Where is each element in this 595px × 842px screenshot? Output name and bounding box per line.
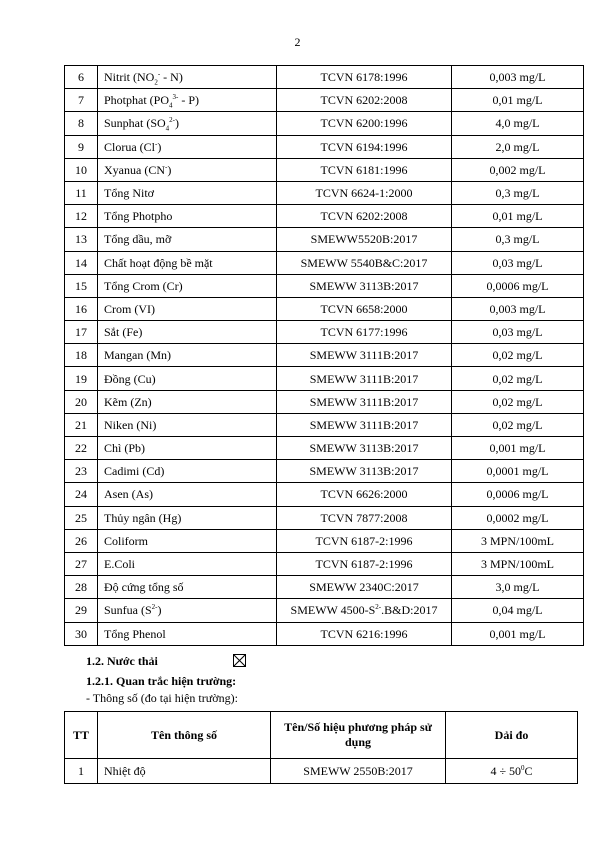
table-row	[65, 89, 584, 112]
parameter-name-text: Sắt (Fe)	[104, 325, 143, 340]
measurement-range: 0,03 mg/L	[452, 321, 584, 344]
table-row	[65, 552, 584, 575]
row-number: 24	[65, 483, 98, 506]
parameter-name	[98, 181, 277, 204]
parameter-name-text: Crom (VI)	[104, 301, 155, 316]
measurement-range: 0,003 mg/L	[452, 297, 584, 320]
method-code-text: SMEWW 4500-S	[290, 603, 376, 618]
range-unit: C	[524, 764, 533, 778]
parameter-table-body	[65, 66, 584, 646]
parameter-name-text: Sunphat (SO	[104, 116, 166, 131]
parameter-name-text: Tổng Crom (Cr)	[104, 278, 183, 293]
row-number: 22	[65, 437, 98, 460]
method-code: TCVN 6178:1996	[277, 66, 452, 89]
parameter-name	[98, 552, 277, 575]
table-row	[65, 529, 584, 552]
parameter-name	[98, 89, 277, 112]
row-number: 6	[65, 66, 98, 89]
parameter-name	[98, 599, 277, 622]
table-row	[65, 321, 584, 344]
parameter-name-text: Đồng (Cu)	[104, 371, 156, 386]
parameter-name	[98, 390, 277, 413]
row-number: 9	[65, 135, 98, 158]
method-code: SMEWW 3111B:2017	[277, 413, 452, 436]
parameter-name	[98, 274, 277, 297]
measurement-range: 3 MPN/100mL	[452, 552, 584, 575]
row-number: 23	[65, 460, 98, 483]
parameter-name	[98, 576, 277, 599]
table-row	[65, 506, 584, 529]
table-row	[65, 576, 584, 599]
measurement-range: 3 MPN/100mL	[452, 529, 584, 552]
row-number: 12	[65, 205, 98, 228]
parameter-name-superscript: -	[164, 162, 168, 171]
table-row	[65, 274, 584, 297]
measurement-range: 0,0006 mg/L	[452, 483, 584, 506]
method-code: TCVN 6187-2:1996	[277, 552, 452, 575]
parameter-name-tail: - P)	[178, 93, 200, 108]
method-code: SMEWW 3111B:2017	[277, 367, 452, 390]
method-code: SMEWW5520B:2017	[277, 228, 452, 251]
parameter-table	[64, 65, 584, 646]
parameter-name-text: Thủy ngân (Hg)	[104, 510, 182, 525]
measurement-range: 0,02 mg/L	[452, 413, 584, 436]
parameter-name	[98, 297, 277, 320]
row-number: 19	[65, 367, 98, 390]
table-row	[65, 460, 584, 483]
table-row	[65, 228, 584, 251]
table-row	[65, 297, 584, 320]
field-parameter-table-body	[65, 759, 578, 784]
parameter-name	[98, 460, 277, 483]
method-code: TCVN 6187-2:1996	[277, 529, 452, 552]
measurement-range: 0,01 mg/L	[452, 89, 584, 112]
parameter-name-superscript: 3-	[172, 93, 179, 102]
parameter-name-superscript: 2-	[169, 116, 176, 125]
method-code: TCVN 6181:1996	[277, 158, 452, 181]
row-number: 25	[65, 506, 98, 529]
measurement-range: 0,003 mg/L	[452, 66, 584, 89]
method-code: TCVN 6202:2008	[277, 205, 452, 228]
row-number: 26	[65, 529, 98, 552]
table-row	[65, 205, 584, 228]
parameter-name-subscript: 4	[169, 101, 173, 110]
method-code-superscript: 2-	[375, 603, 382, 612]
parameter-name-tail: )	[175, 116, 180, 131]
header-parameter-name: Tên thông số	[98, 712, 271, 759]
method-code: TCVN 6626:2000	[277, 483, 452, 506]
parameter-name-text: Coliform	[104, 533, 148, 548]
measurement-range: 3,0 mg/L	[452, 576, 584, 599]
parameter-name-tail: )	[157, 603, 162, 618]
parameter-name	[98, 344, 277, 367]
method-code: TCVN 6624-1:2000	[277, 181, 452, 204]
parameter-name	[98, 506, 277, 529]
measurement-range: 0,03 mg/L	[452, 251, 584, 274]
measurement-range: 0,001 mg/L	[452, 437, 584, 460]
parameter-name	[98, 622, 277, 645]
method-code: TCVN 6202:2008	[277, 89, 452, 112]
parameter-name	[98, 321, 277, 344]
measurement-range: 0,01 mg/L	[452, 205, 584, 228]
table-header-row	[65, 712, 578, 759]
parameter-name	[98, 228, 277, 251]
measurement-range: 0,02 mg/L	[452, 390, 584, 413]
parameter-name-text: Chất hoạt động bề mặt	[104, 255, 213, 270]
row-number: 1	[65, 759, 98, 784]
parameter-name-text: Sunfua (S	[104, 603, 152, 618]
row-number: 10	[65, 158, 98, 181]
parameter-name	[98, 66, 277, 89]
measurement-range: 4,0 mg/L	[452, 112, 584, 135]
method-code: TCVN 6216:1996	[277, 622, 452, 645]
table-row	[65, 181, 584, 204]
row-number: 15	[65, 274, 98, 297]
header-range: Dải đo	[446, 712, 578, 759]
parameter-name	[98, 413, 277, 436]
parameter-name-text: E.Coli	[104, 557, 136, 572]
range-superscript: 0	[521, 764, 525, 772]
measurement-range: 0,002 mg/L	[452, 158, 584, 181]
table-row	[65, 622, 584, 645]
parameter-name-text: Xyanua (CN	[104, 162, 165, 177]
field-parameter-table	[64, 711, 578, 784]
method-code: TCVN 6200:1996	[277, 112, 452, 135]
table-row	[65, 390, 584, 413]
measurement-range: 0,0002 mg/L	[452, 506, 584, 529]
parameter-name-superscript: -	[157, 70, 161, 79]
parameter-name-text: Độ cứng tổng số	[104, 580, 184, 595]
row-number: 17	[65, 321, 98, 344]
parameter-name	[98, 158, 277, 181]
parameter-name-text: Mangan (Mn)	[104, 348, 171, 363]
parameter-name-text: Nitrit (NO	[104, 70, 155, 85]
parameter-name-tail: - N)	[160, 70, 183, 85]
row-number: 13	[65, 228, 98, 251]
parameter-name-text: Tổng Photpho	[104, 209, 173, 224]
parameter-name	[98, 135, 277, 158]
parameter-name	[98, 367, 277, 390]
row-number: 20	[65, 390, 98, 413]
parameter-name-subscript: 2	[154, 78, 158, 87]
measurement-range: 0,02 mg/L	[452, 367, 584, 390]
section-heading-wastewater: 1.2. Nước thải	[86, 654, 158, 668]
table-row	[65, 135, 584, 158]
parameter-name-text: Asen (As)	[104, 487, 153, 502]
parameter-name-tail: )	[167, 162, 172, 177]
row-number: 18	[65, 344, 98, 367]
section-heading-field-monitoring: 1.2.1. Quan trắc hiện trường:	[86, 674, 237, 688]
page-number: 2	[294, 35, 301, 49]
parameter-name: Nhiệt độ	[98, 759, 271, 784]
measurement-range: 0,3 mg/L	[452, 228, 584, 251]
measurement-range: 0,3 mg/L	[452, 181, 584, 204]
table-row	[65, 251, 584, 274]
header-method: Tên/Số hiệu phương pháp sử dụng	[271, 712, 446, 759]
parameter-name-text: Tổng dầu, mỡ	[104, 232, 172, 247]
method-code: SMEWW 2550B:2017	[271, 759, 446, 784]
method-code: SMEWW 3111B:2017	[277, 390, 452, 413]
measurement-range: 0,04 mg/L	[452, 599, 584, 622]
method-code: SMEWW 3113B:2017	[277, 274, 452, 297]
table-row	[65, 437, 584, 460]
table-row	[65, 158, 584, 181]
table-row	[65, 367, 584, 390]
method-code: TCVN 7877:2008	[277, 506, 452, 529]
table-row	[65, 112, 584, 135]
method-code	[277, 599, 452, 622]
method-code: SMEWW 3111B:2017	[277, 344, 452, 367]
parameter-name	[98, 112, 277, 135]
parameter-name-superscript: 2-	[151, 603, 158, 612]
table-row	[65, 66, 584, 89]
row-number: 8	[65, 112, 98, 135]
row-number: 14	[65, 251, 98, 274]
parameter-name-text: Niken (Ni)	[104, 417, 157, 432]
parameter-name-superscript: -	[155, 139, 158, 148]
parameter-name	[98, 251, 277, 274]
row-number: 29	[65, 599, 98, 622]
range-text: 4 ÷ 50	[490, 764, 522, 778]
parameter-name-text: Photphat (PO	[104, 93, 170, 108]
parameter-name	[98, 205, 277, 228]
method-code-tail: .B&D:2017	[381, 603, 438, 618]
measurement-range: 0,02 mg/L	[452, 344, 584, 367]
parameter-name	[98, 437, 277, 460]
method-code: SMEWW 3113B:2017	[277, 437, 452, 460]
table-row	[65, 483, 584, 506]
measurement-range: 0,0006 mg/L	[452, 274, 584, 297]
parameter-name-tail: )	[157, 139, 162, 154]
method-code: SMEWW 3113B:2017	[277, 460, 452, 483]
method-code: TCVN 6177:1996	[277, 321, 452, 344]
parameter-name-text: Tổng Nitơ	[104, 186, 155, 201]
row-number: 16	[65, 297, 98, 320]
table-row	[65, 344, 584, 367]
checked-box-icon[interactable]	[233, 654, 246, 667]
table-row	[65, 599, 584, 622]
table-row	[65, 759, 578, 784]
row-number: 30	[65, 622, 98, 645]
measurement-range: 2,0 mg/L	[452, 135, 584, 158]
parameter-name	[98, 529, 277, 552]
method-code: SMEWW 5540B&C:2017	[277, 251, 452, 274]
header-tt: TT	[65, 712, 98, 759]
row-number: 21	[65, 413, 98, 436]
measurement-range: 0,001 mg/L	[452, 622, 584, 645]
parameter-name-text: Kẽm (Zn)	[104, 394, 152, 409]
parameter-name-text: Clorua (Cl	[104, 139, 155, 154]
parameter-name	[98, 483, 277, 506]
row-number: 11	[65, 181, 98, 204]
method-code: TCVN 6194:1996	[277, 135, 452, 158]
row-number: 28	[65, 576, 98, 599]
parameter-name-text: Tổng Phenol	[104, 626, 166, 641]
table-row	[65, 413, 584, 436]
parameter-name-text: Chì (Pb)	[104, 441, 146, 456]
field-parameters-note: - Thông số (đo tại hiện trường):	[86, 691, 238, 705]
row-number: 7	[65, 89, 98, 112]
method-code: SMEWW 2340C:2017	[277, 576, 452, 599]
method-code: TCVN 6658:2000	[277, 297, 452, 320]
measurement-range: 0,0001 mg/L	[452, 460, 584, 483]
parameter-name-subscript: 4	[165, 124, 170, 133]
measurement-range	[446, 759, 578, 784]
parameter-name-text: Cadimi (Cd)	[104, 464, 165, 479]
row-number: 27	[65, 552, 98, 575]
